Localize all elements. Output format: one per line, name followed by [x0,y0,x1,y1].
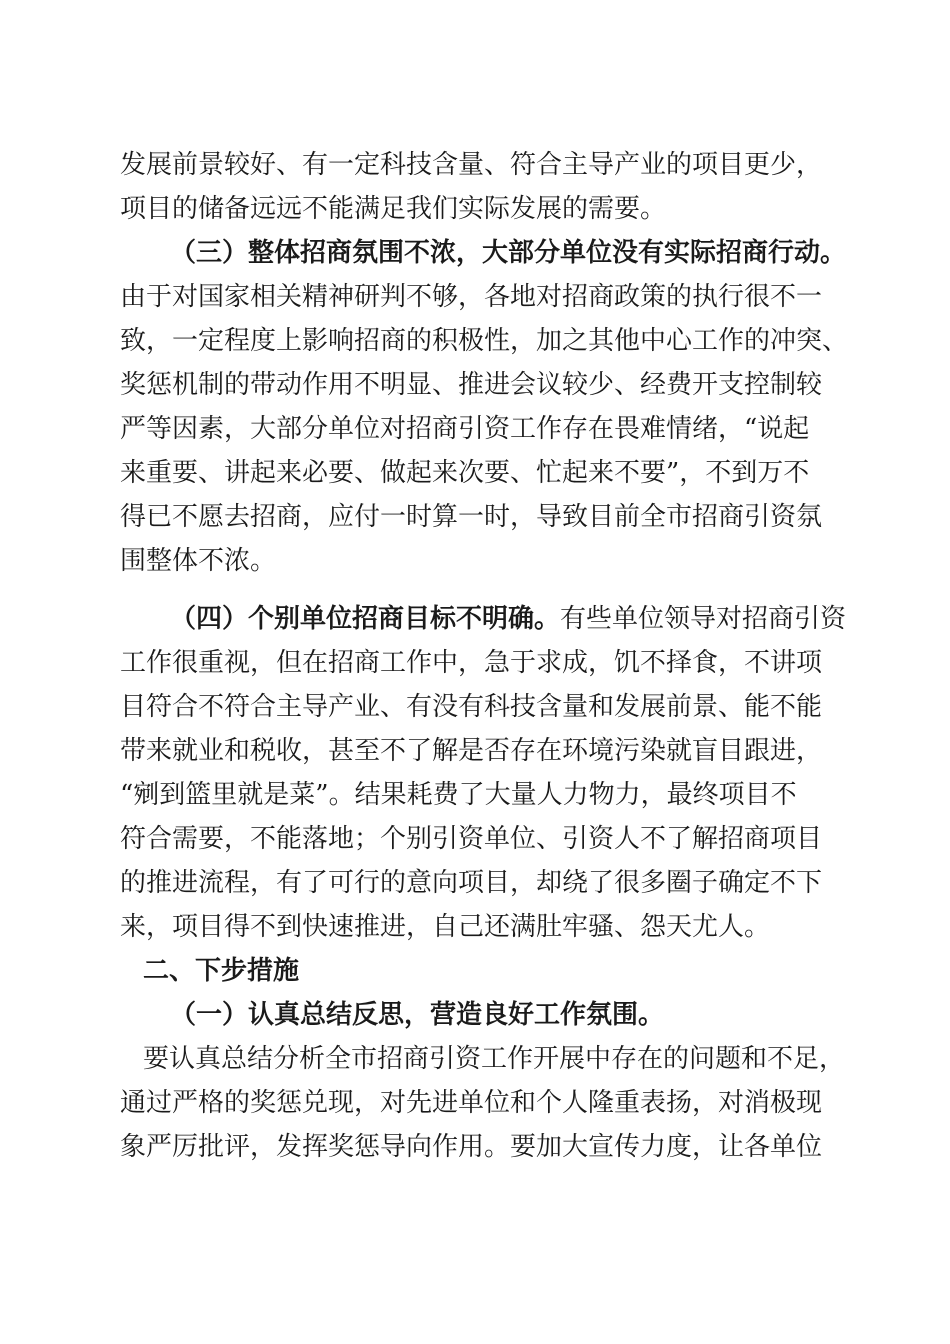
text-line: 发展前景较好、有一定科技含量、符合主导产业的项目更少， [120,150,823,180]
text-line: 要认真总结分析全市招商引资工作开展中存在的问题和不足， [143,1044,846,1074]
text-line: 的推进流程，有了可行的意向项目，却绕了很多圈子确定不下 [120,868,823,898]
text-line: 项目的储备远远不能满足我们实际发展的需要。 [120,194,667,224]
text-line: 目符合不符合主导产业、有没有科技含量和发展前景、能不能 [120,692,823,722]
text-line: 来重要、讲起来必要、做起来次要、忙起来不要”，不到万不 [120,458,810,488]
text-line: 象严厉批评，发挥奖惩导向作用。要加大宣传力度，让各单位 [120,1132,823,1162]
text-line: “剜到篮里就是菜”。结果耗费了大量人力物力，最终项目不 [120,780,797,810]
text-line: 致，一定程度上影响招商的积极性，加之其他中心工作的冲突、 [120,326,849,356]
text-line: 严等因素，大部分单位对招商引资工作存在畏难情绪，“说起 [120,414,810,444]
text-line: 工作很重视，但在招商工作中，急于求成，饥不择食，不讲项 [120,648,823,678]
text-line: 来，项目得不到快速推进，自己还满肚牢骚、怨天尤人。 [120,912,771,942]
section-heading: （一）认真总结反思，营造良好工作氛围。 [170,1000,665,1030]
text-line: 由于对国家相关精神研判不够，各地对招商政策的执行很不一 [120,282,823,312]
text-line: 奖惩机制的带动作用不明显、推进会议较少、经费开支控制较 [120,370,823,400]
mixed-line [170,597,846,641]
text-fragment: 有些单位领导对招商引资 [560,604,847,634]
section-heading: （四）个别单位招商目标不明确。 [170,604,561,634]
text-line: 围整体不浓。 [120,546,277,576]
text-line: 通过严格的奖惩兑现，对先进单位和个人隆重表扬，对消极现 [120,1088,823,1118]
chapter-heading: 二、下步措施 [143,956,300,986]
text-line: 符合需要，不能落地；个别引资单位、引资人不了解招商项目 [120,824,823,854]
text-line: 得已不愿去招商，应付一时算一时，导致目前全市招商引资氛 [120,502,823,532]
text-line: 带来就业和税收，甚至不了解是否存在环境污染就盲目跟进， [120,736,823,766]
section-heading: （三）整体招商氛围不浓，大部分单位没有实际招商行动。 [170,238,847,268]
